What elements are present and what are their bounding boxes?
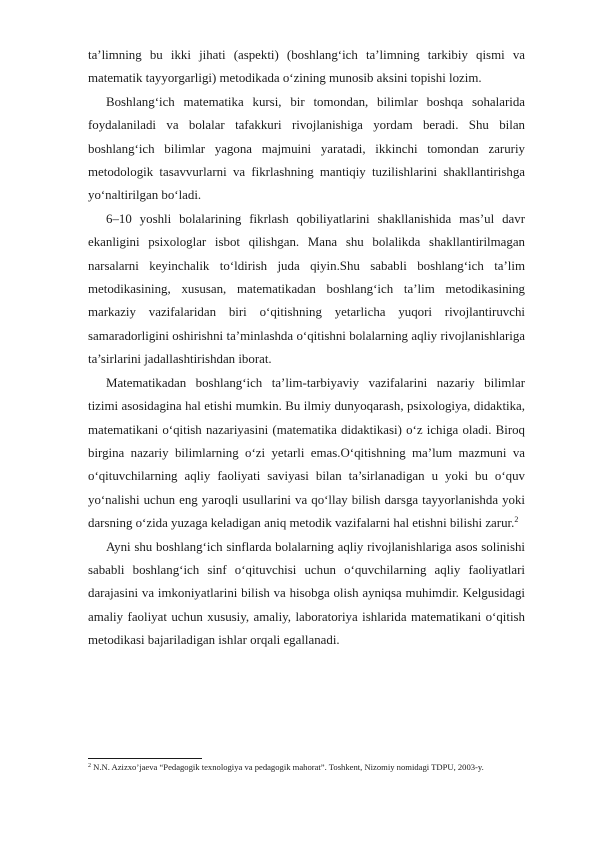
footnote-divider — [88, 758, 202, 759]
paragraph-1: ta’limning bu ikki jihati (aspekti) (boshlang‘ich ta’limning tarkibiy qismi va matematik tayyorgarligi) metodikada o‘zining munosib aksini topishi lozim. — [88, 48, 525, 86]
paragraph-4 — [88, 372, 525, 536]
footnote-reference[interactable]: 2 — [514, 515, 519, 525]
paragraph-2: Boshlang‘ich matematika kursi, bir tomondan, bilimlar boshqa sohalarida foydalaniladi va bolalar tafakkuri rivojlanishiga yordam beradi. Shu bilan boshlang‘ich bilimlar yagona majmuini yaratadi, ikkinchi tomondan zaruriy metodologik tasavvurlarni va fikrlashning mantiqiy tuzilishlarini shakllantirishga yo‘naltirilgan bo‘ladi. — [88, 94, 525, 203]
paragraph-5: Ayni shu boshlang‘ich sinflarda bolalarning aqliy rivojlanishlariga asos solinishi sababli boshlang‘ich sinf o‘qituvchisi uchun o‘quvchilarning aqliy faoliyatlari darajasini va imkoniyatlarini bilish va hisobga olish ayniqsa muhimdir. Kelgusidagi amaliy faoliyat uchun xususiy, amaliy, laboratoriya ishlarida matematikani o‘qitish metodikasi bajariladigan ishlar orqali egallanadi. — [88, 539, 525, 648]
footnote — [88, 761, 548, 773]
footnote-mark: 2 — [88, 763, 91, 769]
paragraph-3: 6–10 yoshli bolalarining fikrlash qobiliyatlarini shakllanishida mas’ul davr ekanligini psixologlar isbot qilishgan. Mana shu bolalikda shakllantirilmagan narsalarni keyinchalik to‘ldirish juda qiyin.Shu sababli boshlang‘ich ta’lim metodikasining, xususan, matematikadan boshlang‘ich ta’lim metodikasining markaziy vazifalaridan biri o‘qitishning yetarlicha yuqori rivojlantiruvchi samaradorligini oshirishni ta’minlashda o‘qitishni bolalarning aqliy rivojlanishlariga ta’sirlarini jadallashtirishdan iborat. — [88, 211, 525, 367]
document-body — [88, 44, 525, 653]
paragraph-4-text: Matematikadan boshlang‘ich ta’lim-tarbiyaviy vazifalarini nazariy bilimlar tizimi asosidagina hal etishi mumkin. Bu ilmiy dunyoqarash, psixologiya, didaktika, matematikani o‘qitish nazariyasini (matematika didaktikasi) o‘z ichiga oladi. Biroq birgina nazariy bilimlarning o‘zi yetarli emas.O‘qitishning ma’lum mazmuni va o‘qituvchilarning aqliy faoliyati saviyasi bilan ta’sirlanadigan u yoki bu o‘quv yo‘nalishi uchun eng yaroqli usullarini va qo‘llay bilish darsga tayyorlanishda yoki darsning o‘zida yuzaga keladigan aniq metodik vazifalarni hal etishni bilishi zarur. — [88, 375, 525, 531]
footnote-text: N.N. Azizxo’jaeva “Pedagogik texnologiya va pedagogik mahorat”. Toshkent, Nizomiy nomidagi TDPU, 2003-y. — [91, 762, 484, 772]
